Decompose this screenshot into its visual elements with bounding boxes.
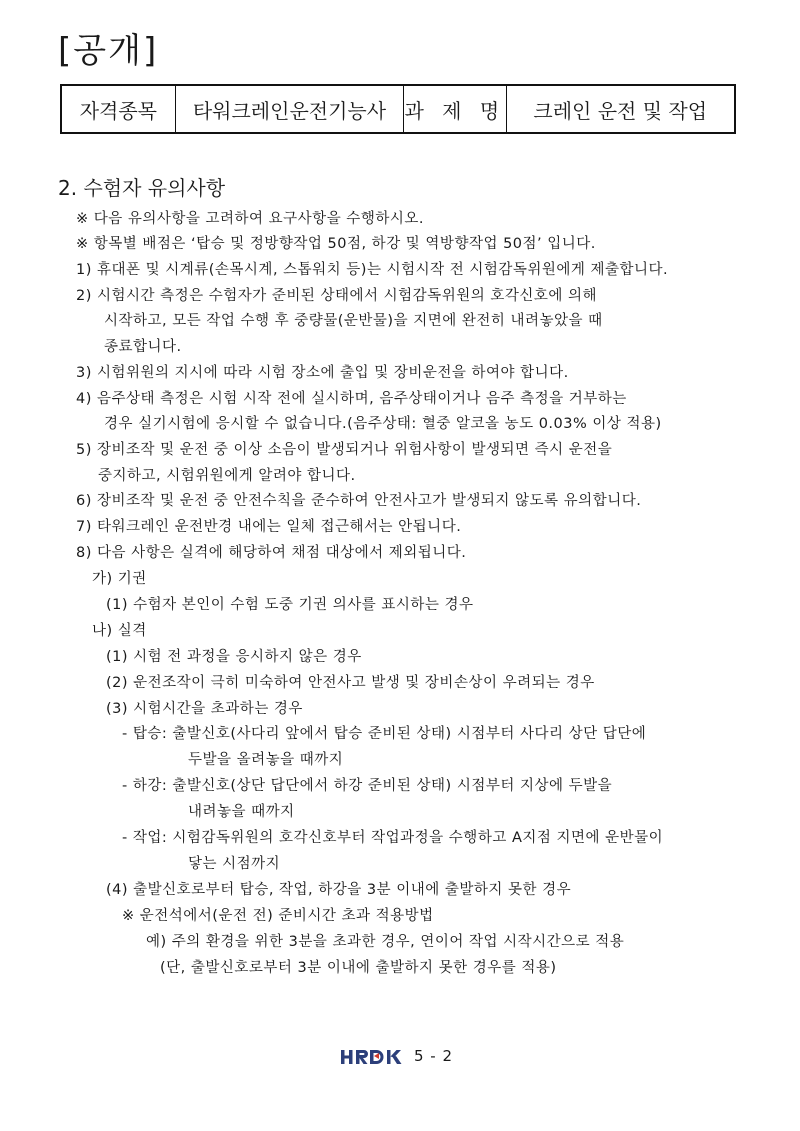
list-item: 1) 휴대폰 및 시계류(손목시계, 스톱워치 등)는 시험시작 전 시험감독위원에게 제출합니다. xyxy=(76,262,669,278)
field-value: 타워크레인운전기능사 xyxy=(175,85,403,133)
sub-item: (2) 운전조작이 극히 미숙하여 안전사고 발생 및 장비손상이 우려되는 경우 xyxy=(106,675,595,691)
detail-continuation: 내려놓을 때까지 xyxy=(188,804,295,820)
page-number: 5 - 2 xyxy=(414,1047,454,1065)
sub-heading: 가) 기권 xyxy=(92,571,147,587)
note-example: (단, 출발신호로부터 3분 이내에 출발하지 못한 경우를 적용) xyxy=(160,960,557,976)
note-line: ※ 운전석에서(운전 전) 준비시간 초과 적용방법 xyxy=(122,908,434,924)
list-item: 3) 시험위원의 지시에 따라 시험 장소에 출입 및 장비운전을 하여야 합니다. xyxy=(76,365,569,381)
list-item: 2) 시험시간 측정은 수험자가 준비된 상태에서 시험감독위원의 호각신호에 의해 xyxy=(76,288,597,304)
exam-info-table xyxy=(60,84,736,134)
sub-heading: 나) 실격 xyxy=(92,623,147,639)
list-item: 6) 장비조작 및 운전 중 안전수칙을 준수하여 안전사고가 발생되지 않도록 유의합니다. xyxy=(76,493,642,509)
sub-item: (1) 시험 전 과정을 응시하지 않은 경우 xyxy=(106,649,362,665)
list-item: 8) 다음 사항은 실격에 해당하여 채점 대상에서 제외됩니다. xyxy=(76,545,467,561)
list-item: 7) 타워크레인 운전반경 내에는 일체 접근해서는 안됩니다. xyxy=(76,519,462,535)
sub-item: (3) 시험시간을 초과하는 경우 xyxy=(106,701,303,717)
hrdk-logo xyxy=(340,1048,406,1066)
list-item: 4) 음주상태 측정은 시험 시작 전에 실시하며, 음주상태이거나 음주 측정을 거부하는 xyxy=(76,391,627,407)
sub-item: (4) 출발신호로부터 탑승, 작업, 하강을 3분 이내에 출발하지 못한 경우 xyxy=(106,882,572,898)
field-label: 자격종목 xyxy=(61,85,175,133)
detail-item: - 탑승: 출발신호(사다리 앞에서 탑승 준비된 상태) 시점부터 사다리 상단 답단에 xyxy=(122,726,647,742)
note-example: 예) 주의 환경을 위한 3분을 초과한 경우, 연이어 작업 시작시간으로 적용 xyxy=(146,934,625,950)
list-item-continuation: 중지하고, 시험위원에게 알려야 합니다. xyxy=(98,468,356,484)
sub-item: (1) 수험자 본인이 수험 도중 기권 의사를 표시하는 경우 xyxy=(106,597,474,613)
task-label: 과 제 명 xyxy=(404,85,506,133)
notice-line: ※ 항목별 배점은 ‘탑승 및 정방향작업 50점, 하강 및 역방향작업 50점’ 입니다. xyxy=(76,236,596,252)
list-item-continuation: 종료합니다. xyxy=(104,339,182,355)
detail-continuation: 두발을 올려놓을 때까지 xyxy=(188,752,344,768)
list-item-continuation: 경우 실기시험에 응시할 수 없습니다.(음주상태: 혈중 알코올 농도 0.03% 이상 적용) xyxy=(104,416,662,432)
list-item-continuation: 시작하고, 모든 작업 수행 후 중량물(운반물)을 지면에 완전히 내려놓았을 때 xyxy=(104,313,603,329)
task-value: 크레인 운전 및 작업 xyxy=(506,85,735,133)
section-title: 2. 수험자 유의사항 xyxy=(58,176,226,200)
detail-item: - 작업: 시험감독위원의 호각신호부터 작업과정을 수행하고 A지점 지면에 운반물이 xyxy=(122,830,664,846)
list-item: 5) 장비조작 및 운전 중 이상 소음이 발생되거나 위험사항이 발생되면 즉시 운전을 xyxy=(76,442,613,458)
notice-line: ※ 다음 유의사항을 고려하여 요구사항을 수행하시오. xyxy=(76,211,424,227)
disclosure-stamp: [공개] xyxy=(58,31,159,71)
detail-continuation: 닿는 시점까지 xyxy=(188,856,281,872)
detail-item: - 하강: 출발신호(상단 답단에서 하강 준비된 상태) 시점부터 지상에 두발을 xyxy=(122,778,613,794)
